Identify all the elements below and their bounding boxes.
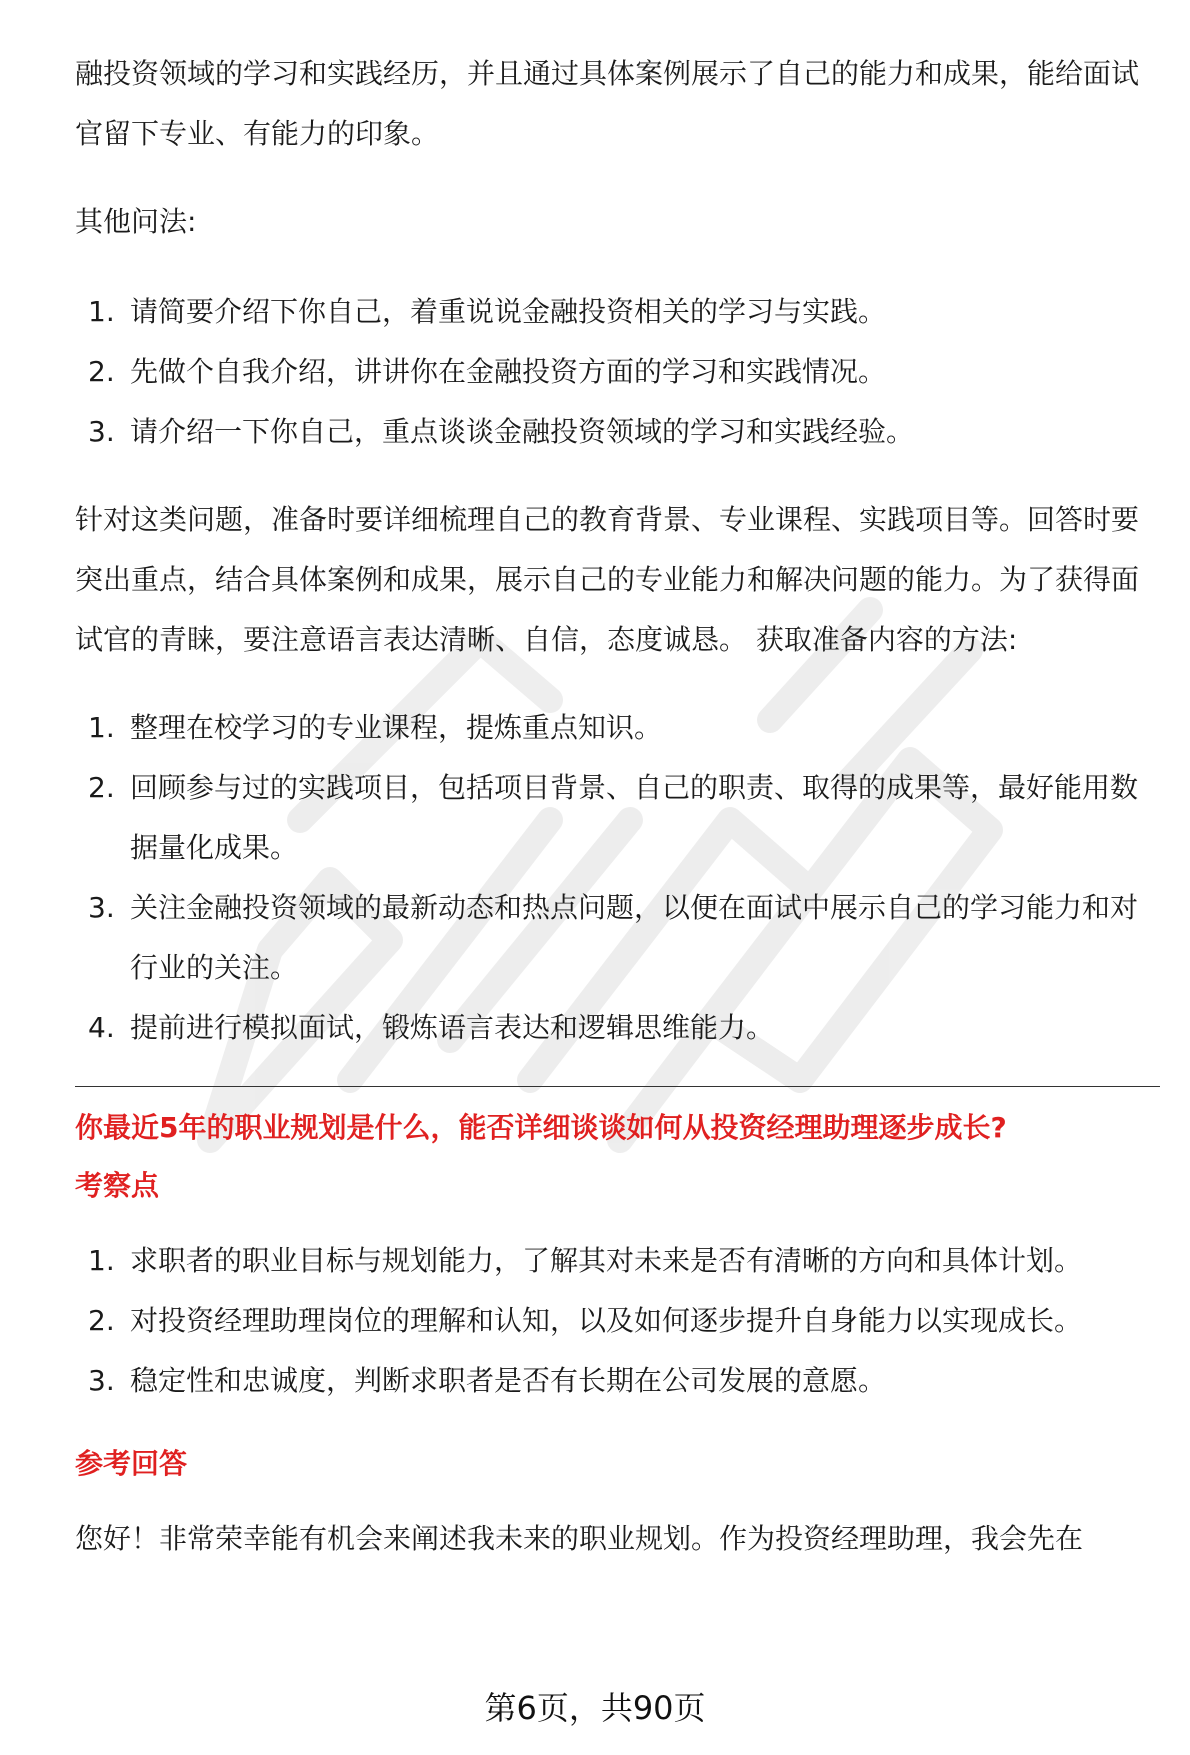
list-number: 3. — [88, 1364, 115, 1397]
list-text: 先做个自我介绍，讲讲你在金融投资方面的学习和实践情况。 — [130, 355, 887, 388]
list-item — [75, 402, 1160, 462]
list-number: 2. — [88, 1304, 115, 1337]
prep-methods-list — [75, 698, 1160, 1058]
section-divider — [75, 1086, 1160, 1087]
list-number: 2. — [88, 771, 115, 804]
list-number: 3. — [88, 891, 115, 924]
list-item — [75, 758, 1160, 878]
list-item — [75, 342, 1160, 402]
intro-paragraph: 融投资领域的学习和实践经历，并且通过具体案例展示了自己的能力和成果，能给面试官留下专业、有能力的印象。 — [75, 57, 1140, 150]
other-asks-list — [75, 282, 1160, 462]
page-footer: 第6页，共90页 — [484, 1689, 706, 1727]
list-item — [75, 1231, 1160, 1291]
list-item — [75, 1351, 1160, 1411]
list-text: 请介绍一下你自己，重点谈谈金融投资领域的学习和实践经验。 — [130, 415, 915, 448]
list-item — [75, 1291, 1160, 1351]
focus-points-list — [75, 1231, 1160, 1411]
list-item — [75, 998, 1160, 1058]
list-item — [75, 282, 1160, 342]
list-text: 对投资经理助理岗位的理解和认知，以及如何逐步提升自身能力以实现成长。 — [130, 1304, 1083, 1337]
list-text: 回顾参与过的实践项目，包括项目背景、自己的职责、取得的成果等，最好能用数据量化成果。 — [130, 771, 1139, 864]
document-body — [75, 44, 1160, 1597]
other-asks-label: 其他问法: — [75, 205, 197, 238]
list-text: 请简要介绍下你自己，着重说说金融投资相关的学习与实践。 — [130, 295, 887, 328]
list-number: 1. — [88, 711, 115, 744]
list-text: 整理在校学习的专业课程，提炼重点知识。 — [130, 711, 663, 744]
list-item — [75, 878, 1160, 998]
list-number: 1. — [88, 295, 115, 328]
list-number: 3. — [88, 415, 115, 448]
list-text: 关注金融投资领域的最新动态和热点问题，以便在面试中展示自己的学习能力和对行业的关注。 — [130, 891, 1139, 984]
interview-question: 你最近5年的职业规划是什么，能否详细谈谈如何从投资经理助理逐步成长? — [75, 1111, 1007, 1144]
list-number: 1. — [88, 1244, 115, 1277]
list-text: 提前进行模拟面试，锻炼语言表达和逻辑思维能力。 — [130, 1011, 775, 1044]
answer-paragraph: 您好！非常荣幸能有机会来阐述我未来的职业规划。作为投资经理助理，我会先在 — [75, 1522, 1084, 1555]
answer-title: 参考回答 — [75, 1447, 188, 1480]
list-number: 4. — [88, 1011, 115, 1044]
list-text: 稳定性和忠诚度，判断求职者是否有长期在公司发展的意愿。 — [130, 1364, 887, 1397]
focus-title: 考察点 — [75, 1169, 160, 1202]
advice-paragraph: 针对这类问题，准备时要详细梳理自己的教育背景、专业课程、实践项目等。回答时要突出重点，结合具体案例和成果，展示自己的专业能力和解决问题的能力。为了获得面试官的青睐，要注意语言表达清晰、自信，态度诚恳。 获取准备内容的方法: — [75, 503, 1140, 656]
list-number: 2. — [88, 355, 115, 388]
list-item — [75, 698, 1160, 758]
list-text: 求职者的职业目标与规划能力，了解其对未来是否有清晰的方向和具体计划。 — [130, 1244, 1083, 1277]
